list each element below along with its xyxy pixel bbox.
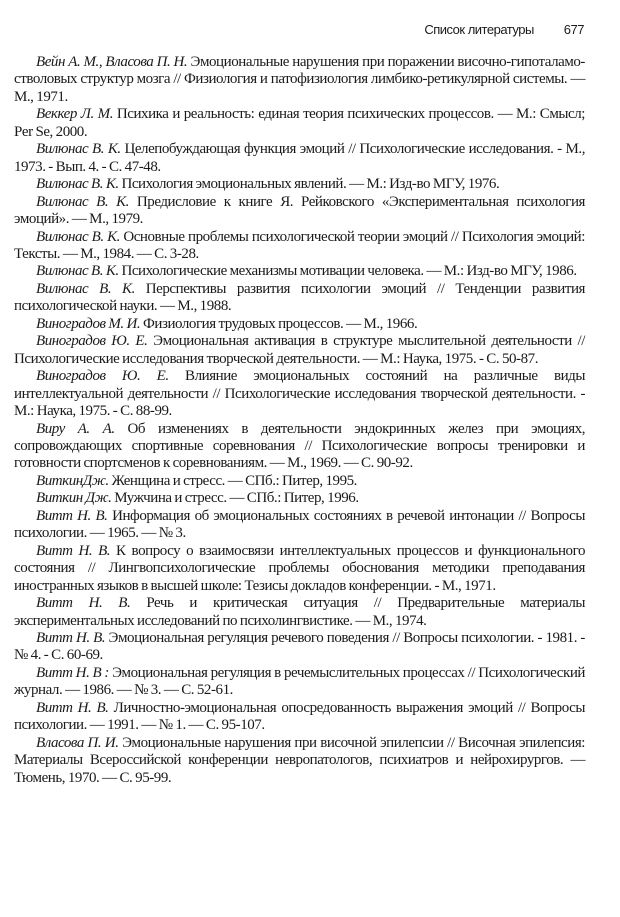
entry-text: Основные проблемы психологической теории эмоций // Психология эмоций: Тексты. — М., 1984. — С. 3-28.	[14, 228, 585, 262]
entry-text: Эмоциональная регуляция речевого поведения // Вопросы психологии. - 1981. - № 4. - С. 60-69.	[14, 629, 585, 664]
entry-text: Речь и критическая ситуация // Предварительные материалы экспериментальных исследований по психолингвистике. — М., 1974.	[14, 595, 585, 629]
entry-author: Витт Н. В.	[36, 629, 106, 646]
bibliography-entry	[14, 421, 585, 473]
bibliography-entry	[14, 735, 585, 787]
bibliography-entry	[14, 595, 585, 630]
entry-author: ВиткинДж.	[36, 472, 109, 489]
bibliography-entry	[14, 490, 585, 507]
entry-author: Витт Н. В.	[36, 507, 108, 524]
entry-text: Эмоциональная активация в структуре мыслительной деятельности // Психологические исследования творческой деятельности. — М.: Наука, 1975. - С. 50-87.	[14, 333, 585, 367]
bibliography-entry	[14, 333, 585, 368]
bibliography-entry	[14, 630, 585, 665]
entry-author: Виноградов Ю. Е.	[36, 333, 148, 350]
entry-author: Виру А. А.	[36, 420, 115, 437]
entry-author: Витт Н. В.	[36, 542, 111, 559]
entry-text: Мужчина и стресс. — СПб.: Питер, 1996.	[114, 490, 359, 507]
page-number: 677	[563, 22, 584, 37]
entry-author: Вилюнас В. К.	[36, 141, 121, 158]
bibliography-entry	[14, 316, 585, 333]
entry-text: Предисловие к книге Я. Рейковского «Экспериментальная психология эмоций». — М., 1979.	[14, 193, 585, 228]
bibliography-entry	[14, 54, 585, 106]
entry-author: Виноградов Ю. Е.	[36, 368, 169, 385]
bibliography-entry	[14, 229, 585, 264]
entry-author: Витт Н. В.	[36, 595, 131, 612]
bibliography-entry	[14, 263, 585, 280]
bibliography-entry	[14, 508, 585, 543]
entry-text: Информация об эмоциональных состояниях в речевой интонации // Вопросы психологии. — 1965. — № 3.	[14, 507, 585, 542]
entry-author: Виноградов М. И.	[36, 315, 141, 332]
entry-author: Веккер Л. М.	[36, 106, 113, 123]
bibliography-entry	[14, 543, 585, 595]
bibliography-entry	[14, 700, 585, 735]
bibliography-entry	[14, 368, 585, 420]
entry-text: Перспективы развития психологии эмоций // Тенденции развития психологической науки. — М., 1988.	[14, 280, 585, 315]
entry-text: Эмоциональные нарушения при височной эпилепсии // Височная эпилепсия: Материалы Всероссийской конференции невропатологов, психиатров и нейрохирургов. — Тюмень, 1970. — С. 95-99.	[14, 734, 585, 786]
entry-text: Личностно-эмоциональная опосредованность выражения эмоций // Вопросы психологии. — 1991. — № 1. — С. 95-107.	[14, 699, 585, 734]
bibliography-list	[14, 54, 585, 787]
bibliography-entry	[14, 106, 585, 141]
bibliography-entry	[14, 194, 585, 229]
bibliography-entry	[14, 473, 585, 490]
entry-author: Вилюнас В. К.	[36, 193, 129, 210]
entry-text: Психология эмоциональных явлений. — М.: Изд-во МГУ, 1976.	[121, 176, 500, 193]
entry-author: Вейн А. М., Власова П. Н.	[36, 54, 188, 70]
entry-author: Витт Н. В.	[36, 699, 109, 716]
entry-text: Психика и реальность: единая теория психических процессов. — М.: Смысл; Per Se, 2000.	[14, 106, 585, 140]
entry-text: Эмоциональная регуляция в речемыслительных процессах // Психологический журнал. — 1986. — № 3. — С. 52-61.	[14, 664, 585, 699]
entry-author: Вилюнас В. К.	[36, 228, 120, 245]
entry-author: Вилюнас В. К.	[36, 176, 119, 193]
bibliography-entry	[14, 665, 585, 700]
entry-text: Женщина и стресс. — СПб.: Питер, 1995.	[111, 472, 357, 489]
entry-text: Об изменениях в деятельности эндокринных желез при эмоциях, сопровождающих спортивные соревнования // Психологические вопросы тренировки и готовности спортсменов к соревнованиям. — М., 1969. — С. 90-92.	[14, 420, 585, 472]
entry-author: Вилюнас В. К.	[36, 280, 135, 297]
entry-text: Психологические механизмы мотивации человека. — М.: Изд-во МГУ, 1986.	[121, 263, 577, 280]
entry-author: Власова П. И.	[36, 734, 119, 751]
entry-text: Влияние эмоциональных состояний на различные виды интеллектуальной деятельности // Психологические исследования творческой деятельности. - М.: Наука, 1975. - С. 88-99.	[14, 368, 585, 420]
entry-author: Витт Н. В :	[36, 664, 109, 681]
bibliography-entry	[14, 141, 585, 176]
section-title: Список литературы	[424, 22, 534, 37]
entry-author: Вилюнас В. К.	[36, 263, 119, 280]
entry-text: Эмоциональные нарушения при поражении височно-гипоталамо-стволовых структур мозга // Физиология и патофизиология лимбико-ретикулярной системы. — М., 1971.	[14, 54, 585, 105]
bibliography-entry	[14, 176, 585, 193]
bibliography-entry	[14, 281, 585, 316]
entry-text: К вопросу о взаимосвязи интеллектуальных процессов и функционального состояния // Лингвопсихологические проблемы обоснования методики преподавания иностранных языков в высшей школе: Тезисы докладов конференции. - М., 1971.	[14, 542, 585, 594]
entry-author: Виткин Дж.	[36, 490, 112, 507]
entry-text: Физиология трудовых процессов. — М., 1966.	[143, 315, 418, 332]
entry-text: Целепобуждающая функция эмоций // Психологические исследования. - М., 1973. - Вып. 4. - С. 47-48.	[14, 141, 585, 175]
running-header	[424, 22, 584, 37]
